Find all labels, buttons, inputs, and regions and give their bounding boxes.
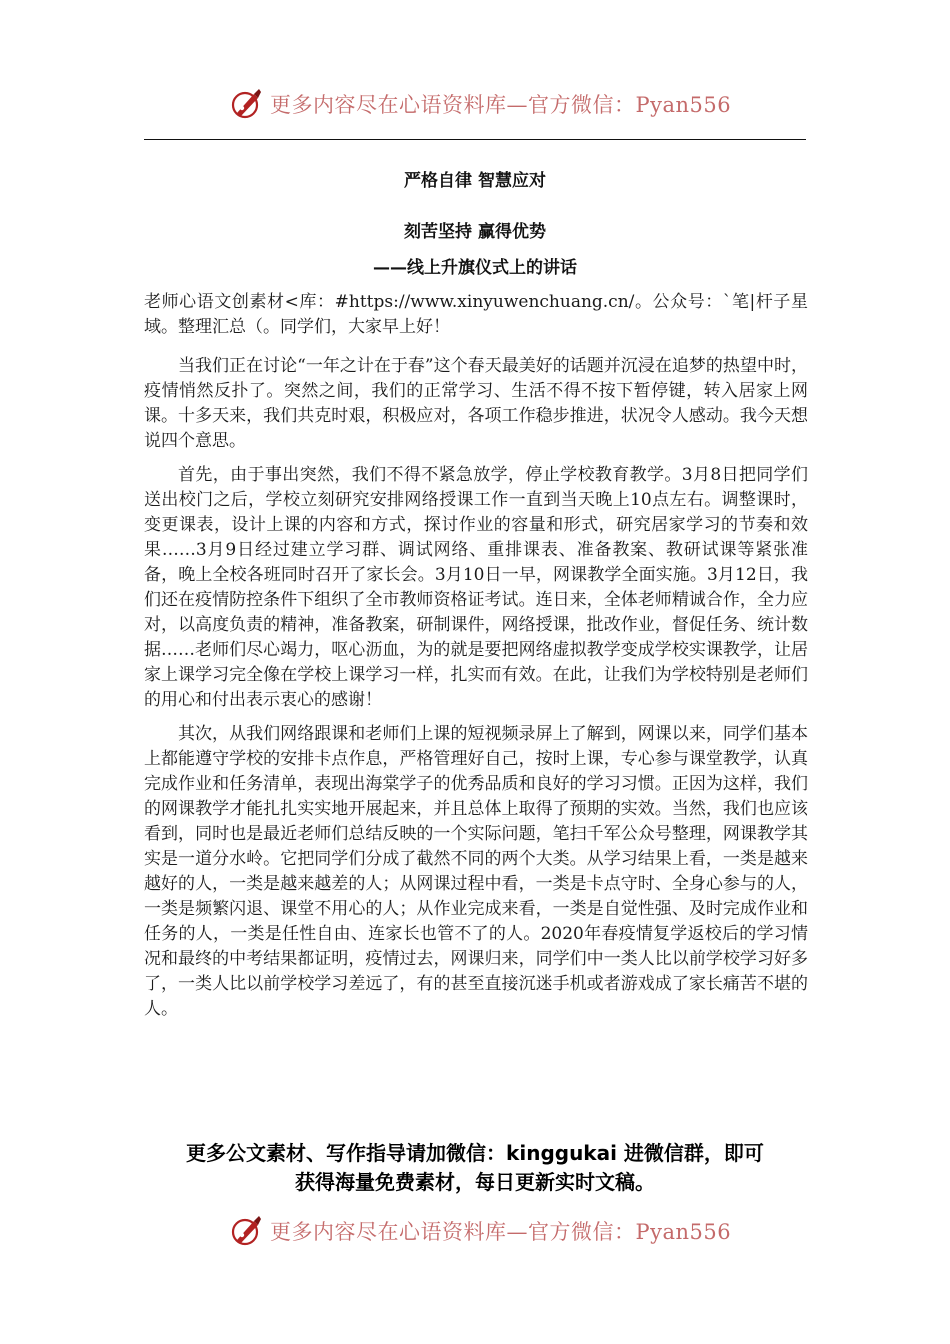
body-paragraph: 其次，从我们网络跟课和老师们上课的短视频录屏上了解到，网课以来，同学们基本上都能遵守学校的安排卡点作息，严格管理好自己，按时上课，专心参与课堂教学，认真完成作业和任务清单，表现出海棠学子的优秀品质和良好的学习习惯。正因为这样，我们的网课教学才能扎扎实实地开展起来，并且总体上取得了预期的实效。当然，我们也应该看到，同时也是最近老师们总结反映的一个实际问题，笔扫千军公众号整理，网课教学其实是一道分水岭。它把同学们分成了截然不同的两个大类。从学习结果上看，一类是越来越好的人，一类是越来越差的人；从网课过程中看，一类是卡点守时、全身心参与的人，一类是频繁闪退、课堂不用心的人；从作业完成来看，一类是自觉性强、及时完成作业和任务的人，一类是任性自由、连家长也管不了的人。2020年春疫情复学返校后的学习情况和最终的中考结果都证明，疫情过去，网课归来，同学们中一类人比以前学校学习好多了，一类人比以前学校学习差远了，有的甚至直接沉迷手机或者游戏成了家长痛苦不堪的人。 (144, 724, 808, 1019)
document-title-line1: 严格自律 智慧应对 (404, 171, 546, 191)
document-subtitle: ——线上升旗仪式上的讲话 (373, 258, 577, 278)
promo-line1: 更多公文素材、写作指导请加微信：kinggukai 进微信群，即可 (186, 1141, 764, 1165)
promo-line2: 获得海量免费素材，每日更新实时文稿。 (295, 1170, 655, 1194)
intro-paragraph: 老师心语文创素材<库：#https://www.xinyuwenchuang.cn/。公众号：`笔|杆子星域。整理汇总（。同学们，大家早上好！ (144, 292, 808, 337)
footer-brand-text: 更多内容尽在心语资料库—官方微信：Pyan556 (270, 1220, 732, 1244)
footer-brand (228, 1211, 731, 1251)
promo-notice (130, 1139, 820, 1197)
pen-nib-logo-icon (228, 86, 264, 122)
header-brand-text: 更多内容尽在心语资料库—官方微信：Pyan556 (270, 93, 732, 117)
body-paragraph: 首先，由于事出突然，我们不得不紧急放学，停止学校教育教学。3月8日把同学们送出校门之后，学校立刻研究安排网络授课工作一直到当天晚上10点左右。调整课时，变更课表，设计上课的内容和方式，探讨作业的容量和形式，研究居家学习的节奏和效果……3月9日经过建立学习群、调试网络、重排课表、准备教案、教研试课等紧张准备，晚上全校各班同时召开了家长会。3月10日一早，网课教学全面实施。3月12日，我们还在疫情防控条件下组织了全市教师资格证考试。连日来，全体老师精诚合作，全力应对，以高度负责的精神，准备教案，研制课件，网络授课，批改作业，督促任务、统计数据……老师们尽心竭力，呕心沥血，为的就是要把网络虚拟教学变成学校实课教学，让居家上课学习完全像在学校上课学习一样，扎实而有效。在此，让我们为学校特别是老师们的用心和付出表示衷心的感谢！ (144, 465, 808, 710)
body-paragraph: 当我们正在讨论“一年之计在于春”这个春天最美好的话题并沉浸在追梦的热望中时，疫情悄然反扑了。突然之间，我们的正常学习、生活不得不按下暂停键，转入居家上网课。十多天来，我们共克时艰，积极应对，各项工作稳步推进，状况令人感动。我今天想说四个意思。 (144, 356, 808, 451)
document-body (144, 290, 808, 1031)
document-title-line2: 刻苦坚持 赢得优势 (404, 222, 546, 242)
header-brand (228, 84, 731, 124)
header-divider (144, 139, 806, 140)
pen-nib-logo-icon (228, 1213, 264, 1249)
